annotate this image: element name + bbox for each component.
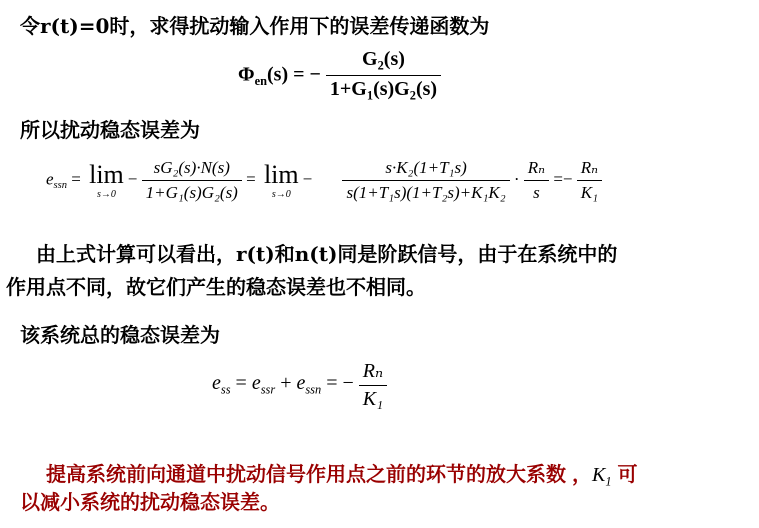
- steady-state-error-formula: $e_{ssn}$ = lim s→0 − $\frac{\text{sG₂(s)·N(s)}}{\text{1+G₁(s)G₂(s)}}$ = lim s→0 − $\frac{\text{s·K₂(1+T₁s)}}{\text{s(1+T₁s)(1+T₂s)+K₁K₂}}$ · $\frac{\text{Rₙ}}{s}$ =− $\frac{\text{Rₙ}}{\text{K₁}}$: [46, 158, 602, 203]
- limit-operator-2: lim s→0: [263, 159, 299, 200]
- total-error-formula: $e_{ss} = e_{ssr} + e_{ssn}$ = − $\frac{\text{Rₙ}}{\text{K₁}}$: [212, 358, 387, 411]
- error-fraction-4: $\frac{\text{Rₙ}}{\text{K₁}}$: [577, 158, 602, 203]
- intro-text: 令r(t)=0时，求得扰动输入作用下的误差传递函数为: [20, 14, 490, 38]
- explanation-line-2: 作用点不同，故它们产生的稳态误差也不相同。: [6, 275, 426, 299]
- limit-operator-1: lim s→0: [89, 159, 124, 200]
- phi-argument: (s) = −: [267, 63, 321, 86]
- transfer-numerator: $G_2(s)$: [326, 48, 441, 76]
- k1-symbol: $K_1$: [592, 464, 612, 489]
- transfer-function-fraction: [326, 48, 441, 104]
- total-error-text: 该系统总的稳态误差为: [20, 323, 220, 347]
- conclusion-line-2: 以减小系统的扰动稳态误差。: [20, 490, 280, 514]
- conclusion-line-1: 提高系统前向通道中扰动信号作用点之前的环节的放大系数 ，$K_1$ 可: [46, 462, 638, 489]
- error-fraction-1: $\frac{\text{sG₂(s)·N(s)}}{\text{1+G₁(s)G₂(s)}}$: [142, 158, 242, 203]
- error-fraction-3: $\frac{\text{Rₙ}}{s}$: [524, 158, 549, 203]
- phi-symbol: Φ: [238, 63, 255, 86]
- phi-subscript: en: [254, 73, 267, 88]
- total-error-fraction: $\frac{\text{Rₙ}}{\text{K₁}}$: [359, 358, 387, 411]
- transfer-denominator: $1+G_1(s)G_2(s)$: [329, 78, 438, 103]
- error-fraction-2: $\frac{\text{s·K₂(1+T₁s)}}{\text{s(1+T₁s)(1+T₂s)+K₁K₂}}$: [342, 158, 509, 203]
- explanation-line-1: 由上式计算可以看出，r(t)和n(t)同是阶跃信号，由于在系统中的: [36, 242, 618, 266]
- transfer-function-formula: [238, 48, 441, 104]
- so-text: 所以扰动稳态误差为: [20, 118, 200, 142]
